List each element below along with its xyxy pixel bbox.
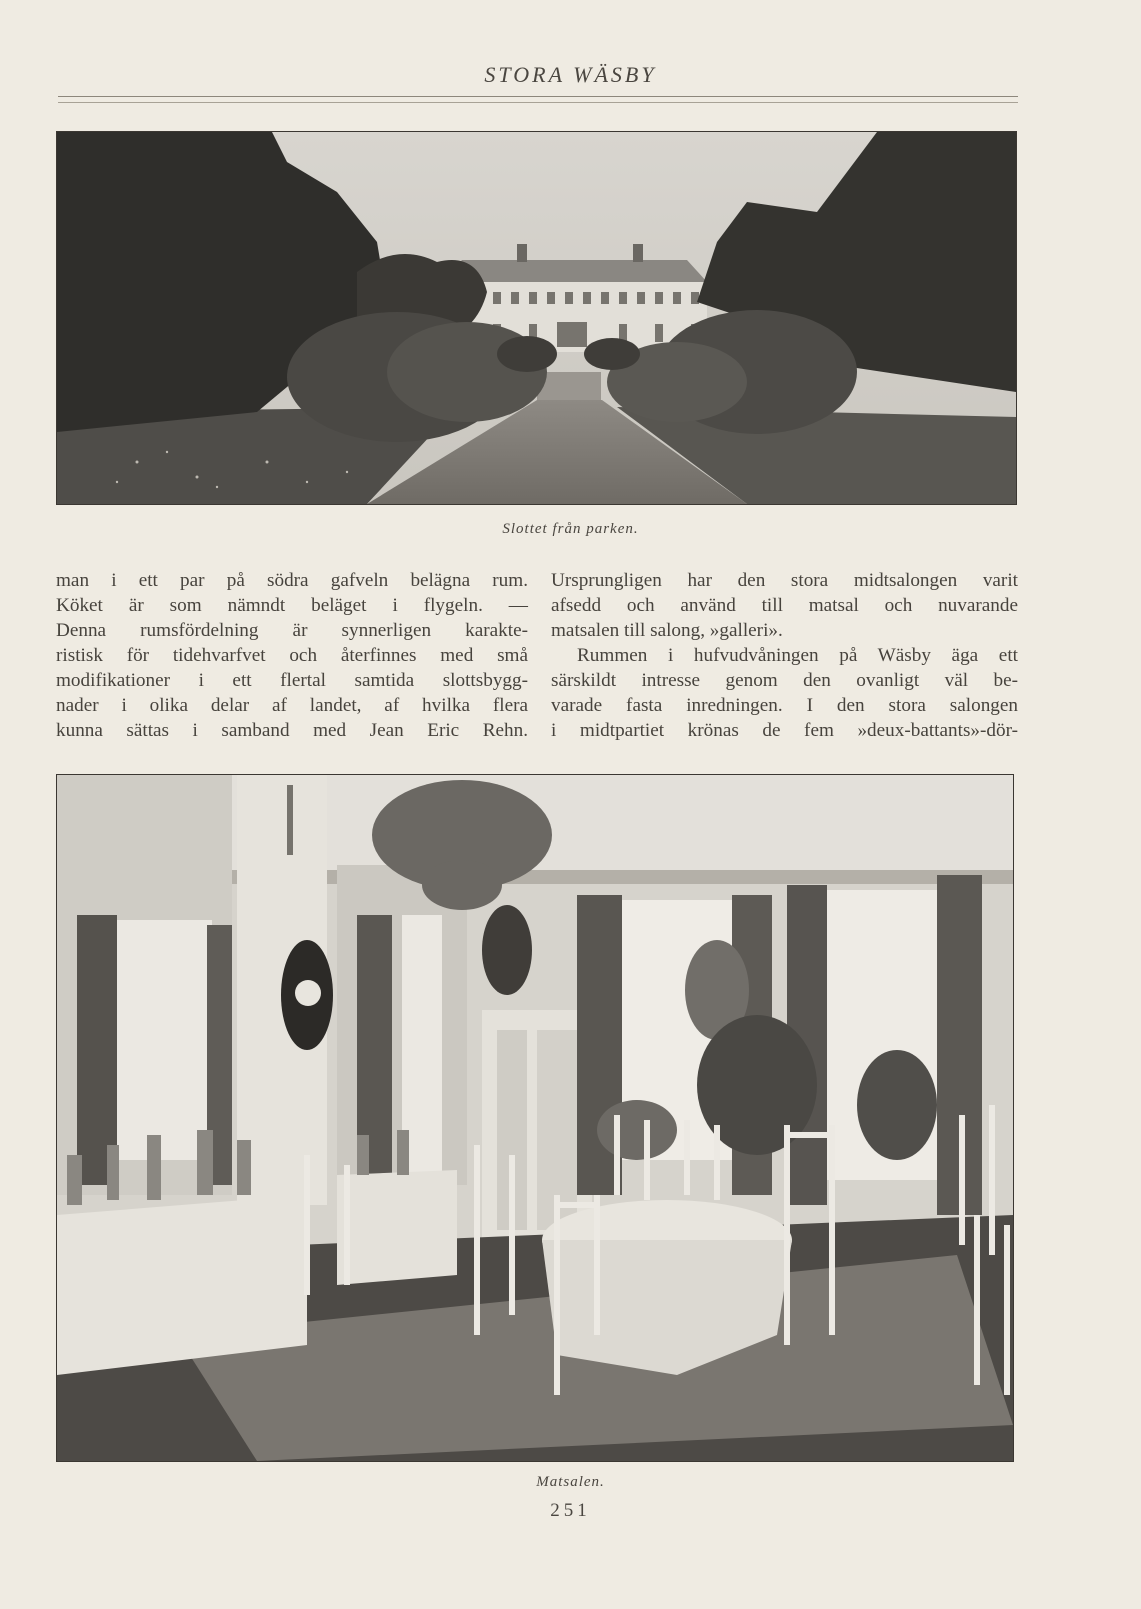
header-rule (58, 96, 1018, 97)
figure-caption-manor: Slottet från parken. (502, 521, 639, 537)
text-line: matsalen till salong, »galleri». (551, 620, 783, 641)
dining-room-photo-image (57, 775, 1013, 1461)
text-line: Denna rumsfördelning är synnerligen karakte- (56, 620, 528, 641)
text-line: modifikationer i ett flertal samtida slottsbygg- (56, 670, 528, 691)
page-number: 251 (550, 1500, 591, 1521)
text-line: varade fasta inredningen. I den stora salongen (551, 695, 1018, 716)
text-line: nader i olika delar af landet, af hvilka flera (56, 695, 528, 716)
text-line: Rummen i hufvudvåningen på Wäsby äga ett (577, 645, 1018, 666)
text-line: kunna sättas i samband med Jean Eric Rehn. (56, 720, 528, 741)
header-rule-secondary (58, 102, 1018, 103)
text-column-right (551, 568, 1018, 743)
text-line: afsedd och använd till matsal och nuvarande (551, 595, 1018, 616)
photo-dining-room (56, 774, 1014, 1462)
text-line: Köket är som nämndt beläget i flygeln. — (56, 595, 528, 616)
text-column-left (56, 568, 528, 743)
text-line: Ursprungligen har den stora midtsalongen varit (551, 570, 1018, 591)
manor-photo-image (57, 132, 1016, 504)
text-line: ristisk för tidehvarfvet och återfinnes med små (56, 645, 528, 666)
running-title: STORA WÄSBY (484, 62, 657, 87)
text-line: särskildt intresse genom den ovanligt väl be- (551, 670, 1018, 691)
text-line: man i ett par på södra gafveln belägna rum. (56, 570, 528, 591)
photo-manor-from-park (56, 131, 1017, 505)
text-line: i midtpartiet krönas de fem »deux-battants»-dör- (551, 720, 1018, 741)
figure-caption-dining: Matsalen. (536, 1474, 605, 1490)
